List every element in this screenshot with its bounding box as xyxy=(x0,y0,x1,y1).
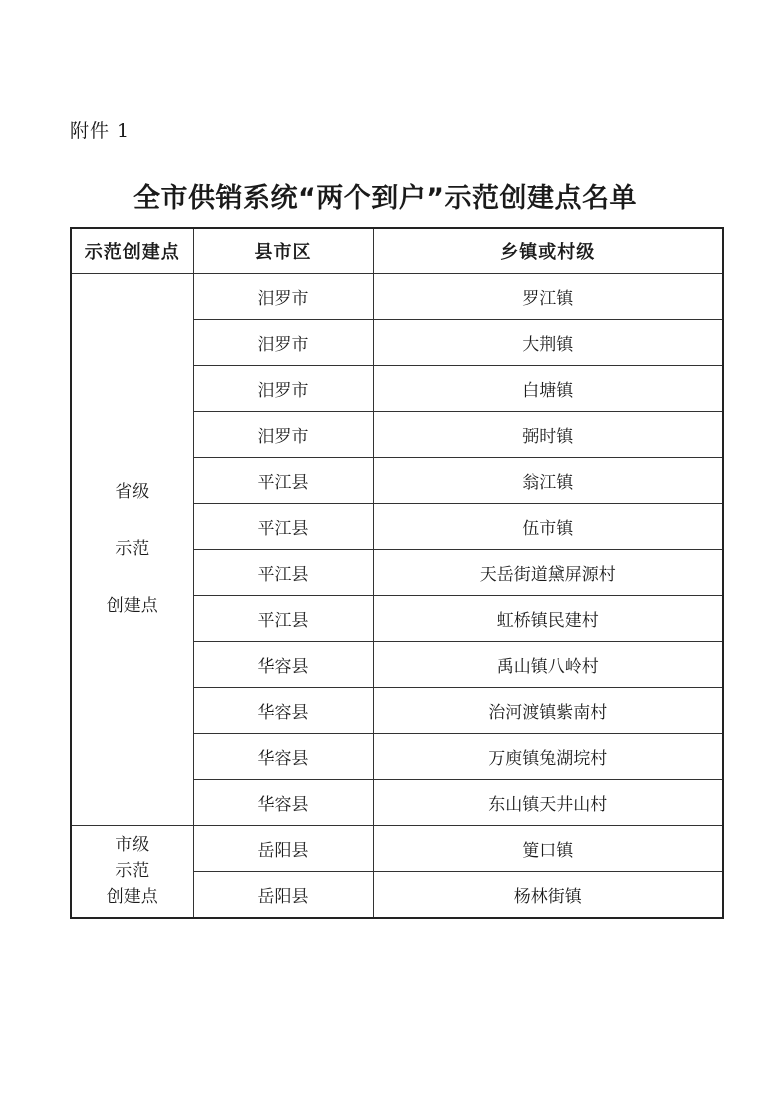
town-cell: 白塘镇 xyxy=(373,366,723,412)
town-cell: 大荆镇 xyxy=(373,320,723,366)
county-cell: 华容县 xyxy=(193,734,373,780)
county-cell: 华容县 xyxy=(193,642,373,688)
table-row xyxy=(71,274,723,320)
header-county: 县市区 xyxy=(193,228,373,274)
county-cell: 汨罗市 xyxy=(193,366,373,412)
header-town: 乡镇或村级 xyxy=(373,228,723,274)
page-title: 全市供销系统“两个到户”示范创建点名单 xyxy=(133,183,637,214)
county-cell: 汨罗市 xyxy=(193,274,373,320)
county-cell: 华容县 xyxy=(193,780,373,826)
county-cell: 岳阳县 xyxy=(193,872,373,919)
category-line: 省级 xyxy=(115,482,150,502)
county-cell: 岳阳县 xyxy=(193,826,373,872)
town-cell: 弼时镇 xyxy=(373,412,723,458)
category-line: 创建点 xyxy=(106,596,158,616)
county-cell: 平江县 xyxy=(193,596,373,642)
category-line: 市级 xyxy=(115,835,150,855)
category-line: 示范 xyxy=(115,861,150,881)
town-cell: 筻口镇 xyxy=(373,826,723,872)
town-cell: 东山镇天井山村 xyxy=(373,780,723,826)
town-cell: 罗江镇 xyxy=(373,274,723,320)
county-cell: 平江县 xyxy=(193,458,373,504)
town-cell: 治河渡镇紫南村 xyxy=(373,688,723,734)
category-line: 示范 xyxy=(115,539,150,559)
town-cell: 万庾镇兔湖垸村 xyxy=(373,734,723,780)
town-cell: 翁江镇 xyxy=(373,458,723,504)
town-cell: 伍市镇 xyxy=(373,504,723,550)
town-cell: 杨林街镇 xyxy=(373,872,723,919)
attachment-label: 附件 1 xyxy=(70,120,131,142)
table-row xyxy=(71,826,723,872)
town-cell: 虹桥镇民建村 xyxy=(373,596,723,642)
county-cell: 平江县 xyxy=(193,504,373,550)
roster-table xyxy=(70,227,724,919)
category-line: 创建点 xyxy=(106,887,158,907)
category-cell-municipal xyxy=(71,826,193,919)
table-header-row xyxy=(71,228,723,274)
county-cell: 汨罗市 xyxy=(193,412,373,458)
town-cell: 天岳街道黛屏源村 xyxy=(373,550,723,596)
header-category: 示范创建点 xyxy=(71,228,193,274)
county-cell: 平江县 xyxy=(193,550,373,596)
county-cell: 汨罗市 xyxy=(193,320,373,366)
town-cell: 禹山镇八岭村 xyxy=(373,642,723,688)
category-cell-provincial xyxy=(71,274,193,826)
county-cell: 华容县 xyxy=(193,688,373,734)
